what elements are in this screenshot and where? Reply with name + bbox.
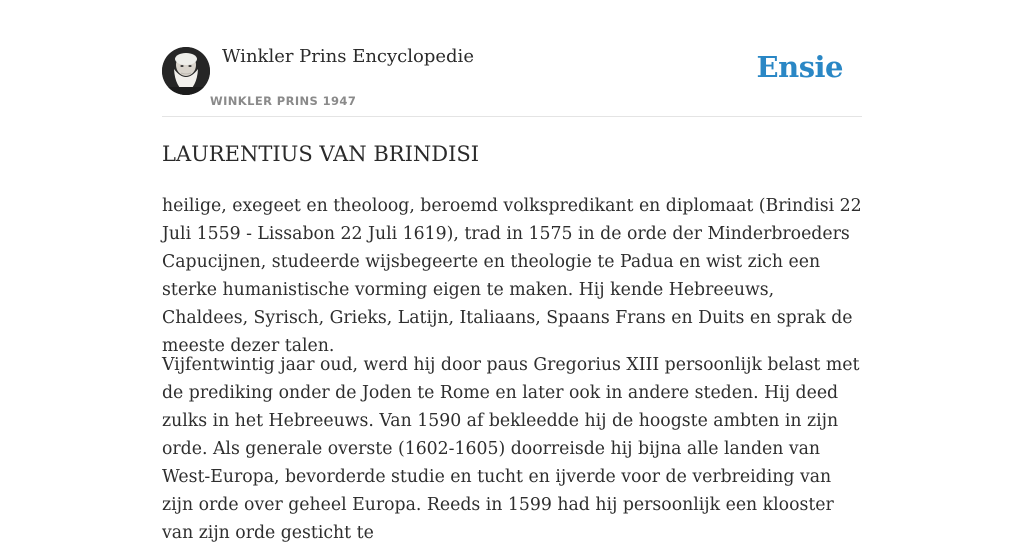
brand-logo[interactable]: Ensie xyxy=(756,50,843,84)
bearded-man-portrait-icon xyxy=(162,47,210,95)
article-title: LAURENTIUS VAN BRINDISI xyxy=(162,142,480,166)
article-paragraph: heilige, exegeet en theoloog, beroemd volkspredikant en diplomaat (Brindisi 22 Juli 1559 - Lissabon 22 Juli 1619), trad in 1575 in de orde der Minderbroeders Capucijnen, studeerde wijsbegeerte en theologie te Padua en wist zich een sterke humanistische vorming eigen te maken. Hij kende Hebreeuws, Chaldees, Syrisch, Grieks, Latijn, Italiaans, Spaans Frans en Duits en sprak de meeste dezer talen. xyxy=(162,196,862,356)
source-title[interactable]: Winkler Prins Encyclopedie xyxy=(222,46,474,67)
article-paragraph: Vijfentwintig jaar oud, werd hij door paus Gregorius XIII persoonlijk belast met de prediking onder de Joden te Rome en later ook in andere steden. Hij deed zulks in het Hebreeuws. Van 1590 af bekleedde hij de hoogste ambten in zijn orde. Als generale overste (1602-1605) doorreisde hij bijna alle landen van West-Europa, bevorderde studie en tucht en ijverde voor de verbreiding van zijn orde over geheel Europa. Reeds in 1599 had hij persoonlijk een klooster van zijn orde gesticht te xyxy=(162,355,860,543)
article-page xyxy=(162,0,862,543)
source-header xyxy=(162,0,862,117)
avatar[interactable] xyxy=(162,47,210,95)
source-subtitle[interactable]: WINKLER PRINS 1947 xyxy=(210,94,357,108)
